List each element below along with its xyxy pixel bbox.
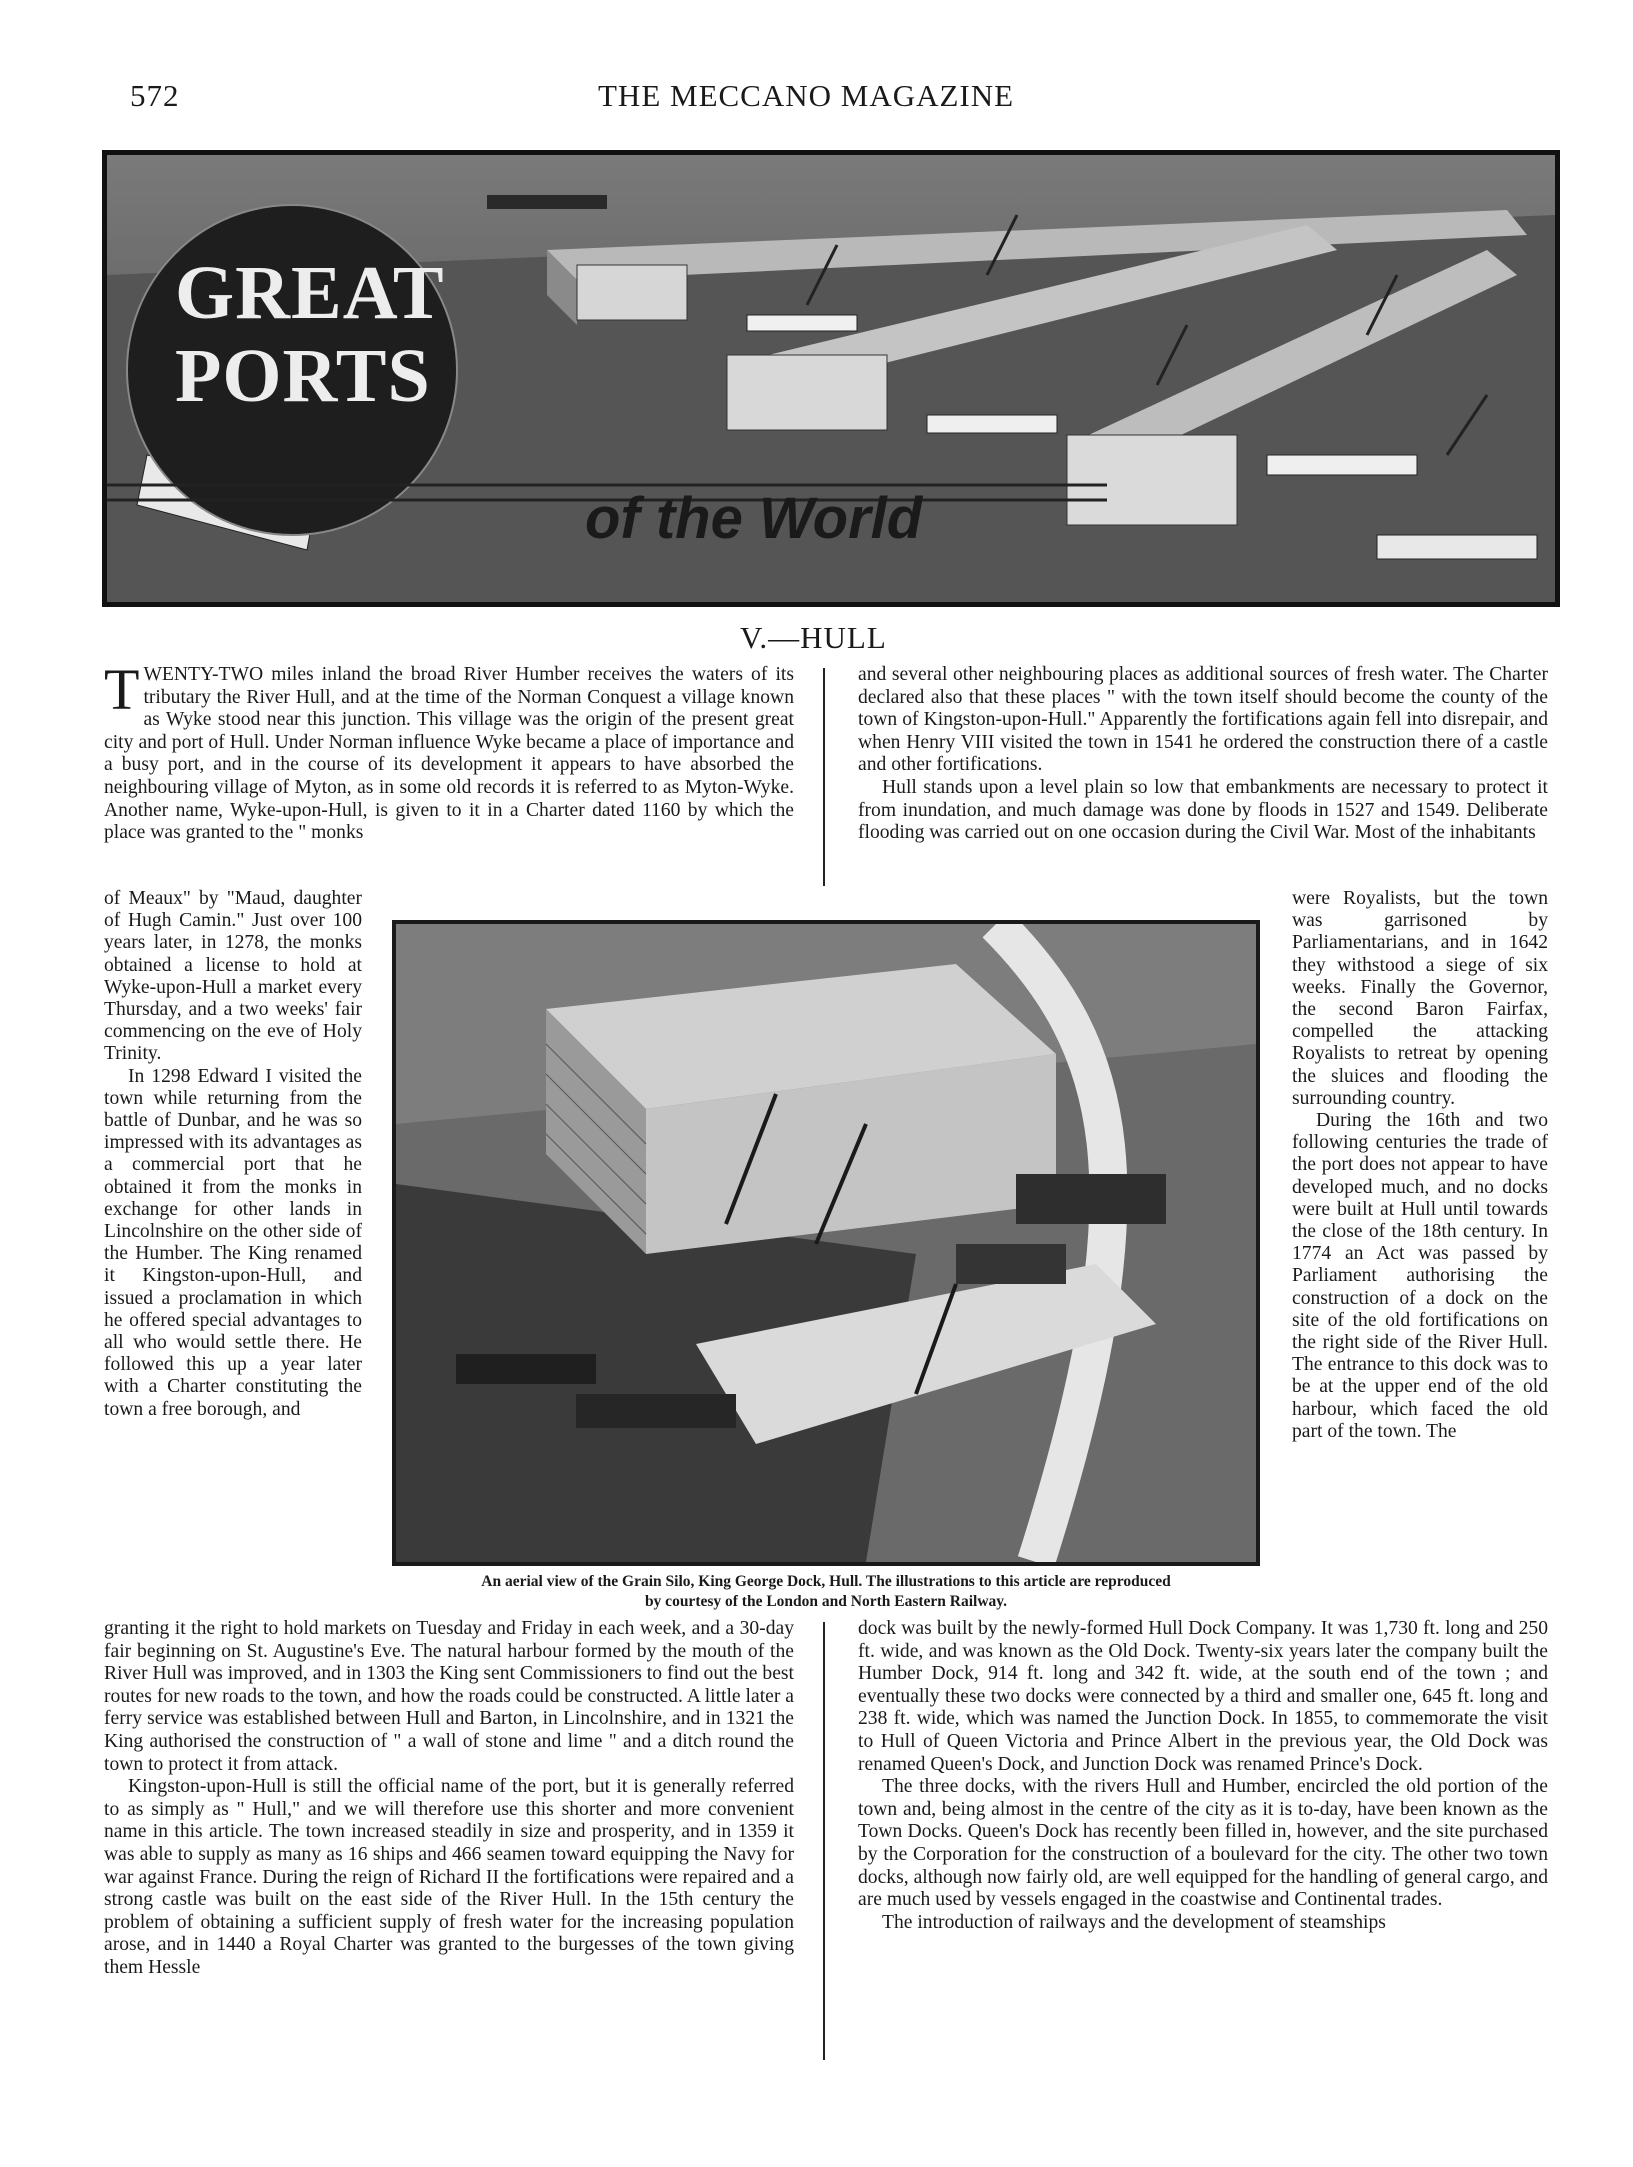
col2-wrap-paragraph-1: were Royalists, but the town was garrisoned by Parliamentarians, and in 1642 they withstood a siege of six weeks. Finally the Governor, the second Baron Fairfax, compelled the attacking Royalists to retreat by opening the sluices and flooding the surrounding country. xyxy=(1292,888,1548,1109)
column-divider-bottom xyxy=(823,1622,825,2060)
magazine-title: THE MECCANO MAGAZINE xyxy=(598,78,1015,113)
banner-title-ports: PORTS xyxy=(175,334,431,418)
col2-upper-paragraph-1: and several other neighbouring places as additional sources of fresh water. The Charter declared also that these places " with the town itself should become the county of the town of Kingston-upon-Hull." Apparently the fortifications again fell into disrepair, and when Henry VIII visited the town in 1541 he ordered the construction there of a castle and other fortifications. xyxy=(858,664,1548,776)
great-ports-banner xyxy=(102,150,1560,607)
banner-title-great: GREAT xyxy=(175,251,445,335)
col1-wrap-paragraph-2: In 1298 Edward I visited the town while returning from the battle of Dunbar, and he was so impressed with its advantages as a commercial port that he obtained it from the monks in exchange for other lands in Lincolnshire on the other side of the Humber. The King renamed it Kingston-upon-Hull, and issued a proclamation in which he offered special advantages to all who would settle there. He followed this up a year later with a Charter constituting the town a free borough, and xyxy=(104,1065,362,1420)
col1-lower-paragraph-2: Kingston-upon-Hull is still the official name of the port, but it is generally referred to as simply as " Hull," and we will therefore use this shorter and more convenient name in this article. The town increased steadily in size and prosperity, and in 1359 it was able to supply as many as 16 ships and 466 seamen toward equipping the Navy for war against France. During the reign of Richard II the fortifications were repaired and a strong castle was built on the east side of the River Hull. In the 15th century the problem of obtaining a sufficient supply of fresh water for the increasing population arose, and in 1440 a Royal Charter was granted to the burgesses of the town giving them Hessle xyxy=(104,1776,794,1978)
col1-upper xyxy=(104,657,794,845)
col1-lower-paragraph-1: granting it the right to hold markets on Tuesday and Friday in each week, and a 30-day fair beginning on St. Augustine's Eve. The natural harbour formed by the mouth of the River Hull was improved, and in 1303 the King sent Commissioners to find out the best routes for new roads to the town, and how the roads could be constructed. A little later a ferry service was established between Hull and Barton, in Lincolnshire, and in 1321 the King authorised the construction of " a wall of stone and lime " and a ditch round the town to protect it from attack. xyxy=(104,1618,794,1775)
col2-lower xyxy=(858,1618,1548,1934)
banner-title-of-the-world: of the World xyxy=(585,486,923,551)
article-heading: V.—HULL xyxy=(740,620,887,655)
drop-cap: T xyxy=(104,657,140,722)
col2-wrap xyxy=(1292,888,1548,1443)
photo-caption-line-2: by courtesy of the London and North Eastern Railway. xyxy=(644,1593,1008,1610)
col1-wrap-paragraph-1: of Meaux" by "Maud, daughter of Hugh Camin." Just over 100 years later, in 1278, the monks obtained a license to hold at Wyke-upon-Hull a market every Thursday, and a two weeks' fair commencing on the eve of Holy Trinity. xyxy=(104,888,362,1065)
col1-lower xyxy=(104,1618,794,1980)
col1-wrap xyxy=(104,888,362,1421)
col2-lower-paragraph-1: dock was built by the newly-formed Hull Dock Company. It was 1,730 ft. long and 250 ft. wide, and was known as the Old Dock. Twenty-six years later the company built the Humber Dock, 914 ft. long and 342 ft. wide, at the south end of the town ; and eventually these two docks were connected by a third and smaller one, 645 ft. long and 238 ft. wide, which was named the Junction Dock. In 1855, to commemorate the visit to Hull of Queen Victoria and Prince Albert in the previous year, the Old Dock was renamed Queen's Dock, and Junction Dock was renamed Prince's Dock. xyxy=(858,1618,1548,1775)
col2-upper-paragraph-2: Hull stands upon a level plain so low that embankments are necessary to protect it from inundation, and much damage was done by floods in 1527 and 1549. Deliberate flooding was carried out on one occasion during the Civil War. Most of the inhabitants xyxy=(858,776,1548,844)
col1-paragraph-1: WENTY-TWO miles inland the broad River Humber receives the waters of its tributary the River Hull, and at the time of the Norman Conquest a village known as Wyke stood near this junction. This village was the origin of the present great city and port of Hull. Under Norman influence Wyke became a place of importance and a busy port, and in the course of its development it appears to have absorbed the neighbouring village of Myton, as in some old records it is referred to as Myton-Wyke. Another name, Wyke-upon-Hull, is given to it in a Charter dated 1160 by which the place was granted to the " monks xyxy=(104,664,794,844)
col2-lower-paragraph-2: The three docks, with the rivers Hull and Humber, encircled the old portion of the town and, being almost in the centre of the city as it is to-day, have been known as the Town Docks. Queen's Dock has recently been filled in, however, and the site purchased by the Corporation for the construction of a boulevard for the city. The other two town docks, although now fairly old, are well equipped for the handling of general cargo, and are much used by vessels engaged in the coastwise and Continental trades. xyxy=(858,1776,1548,1911)
aerial-view-illustration xyxy=(396,924,1256,1562)
photo-caption-line-1: An aerial view of the Grain Silo, King George Dock, Hull. The illustrations to this article are reproduced xyxy=(481,1573,1171,1590)
col2-upper xyxy=(858,664,1548,845)
column-divider-top xyxy=(823,668,825,886)
grain-silo-photo xyxy=(392,920,1260,1566)
col2-wrap-paragraph-2: During the 16th and two following centuries the trade of the port does not appear to have developed much, and no docks were built at Hull until towards the close of the 18th century. In 1774 an Act was passed by Parliament authorising the construction of a dock on the site of the old fortifications on the right side of the River Hull. The entrance to this dock was to be at the upper end of the old harbour, which faced the old part of the town. The xyxy=(1292,1110,1548,1442)
col2-lower-paragraph-3: The introduction of railways and the development of steamships xyxy=(882,1911,1386,1933)
page-number: 572 xyxy=(130,78,180,113)
